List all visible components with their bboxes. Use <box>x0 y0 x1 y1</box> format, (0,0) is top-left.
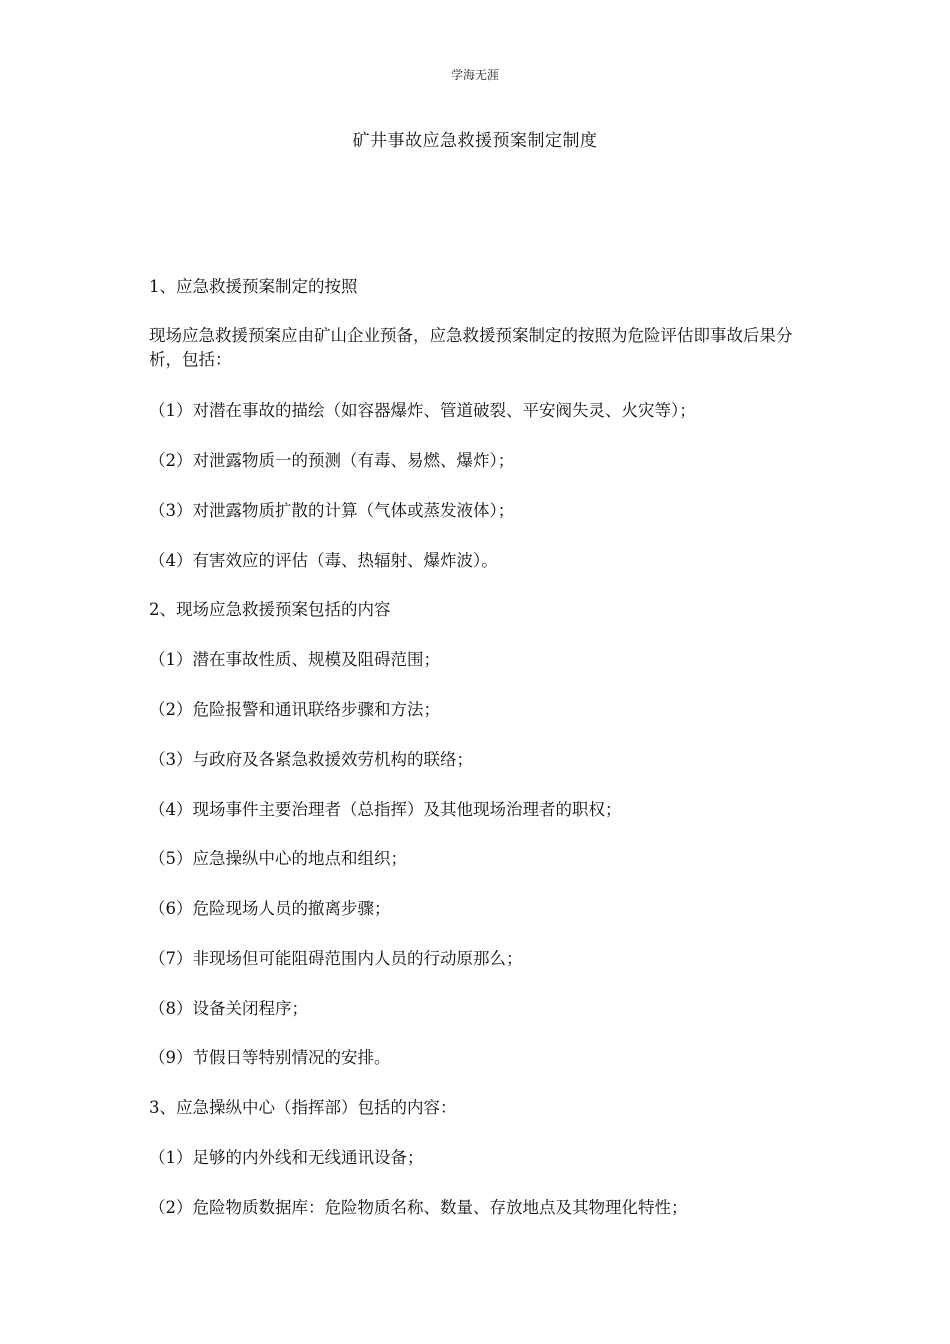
section-3-heading: 3、应急操纵中心（指挥部）包括的内容： <box>149 1098 457 1117</box>
section-2-heading: 2、现场应急救援预案包括的内容 <box>149 600 391 619</box>
document-title: 矿井事故应急救援预案制定制度 <box>352 131 598 151</box>
page-header: 学海无涯 <box>450 68 499 82</box>
section-2-item-3: （3）与政府及各紧急救援效劳机构的联络； <box>149 750 473 769</box>
section-1-item-2: （2）对泄露物质一的预测（有毒、易燃、爆炸）； <box>149 451 515 470</box>
section-2-item-4: （4）现场事件主要治理者（总指挥）及其他现场治理者的职权； <box>149 800 622 819</box>
section-2-item-5: （5）应急操纵中心的地点和组织； <box>149 849 407 868</box>
section-2-item-9: （9）节假日等特别情况的安排。 <box>149 1048 391 1067</box>
section-1-heading: 1、应急救援预案制定的按照 <box>149 277 358 296</box>
section-3-item-1: （1）足够的内外线和无线通讯设备； <box>149 1148 424 1167</box>
section-3-item-2: （2）危险物质数据库：危险物质名称、数量、存放地点及其物理化特性； <box>149 1198 688 1217</box>
section-2-item-6: （6）危险现场人员的撤离步骤； <box>149 899 391 918</box>
section-1-item-3: （3）对泄露物质扩散的计算（气体或蒸发液体）； <box>149 501 515 520</box>
section-2-item-2: （2）危险报警和通讯联络步骤和方法； <box>149 700 440 719</box>
section-1-item-4: （4）有害效应的评估（毒、热辐射、爆炸波）。 <box>149 551 498 570</box>
section-2-item-7: （7）非现场但可能阻碍范围内人员的行动原那么； <box>149 949 523 968</box>
section-2-item-8: （8）设备关闭程序； <box>149 999 308 1018</box>
section-2-item-1: （1）潜在事故性质、规模及阻碍范围； <box>149 650 440 669</box>
section-1-item-1: （1）对潜在事故的描绘（如容器爆炸、管道破裂、平安阀失灵、火灾等）； <box>149 401 696 420</box>
section-1-intro: 现场应急救援预案应由矿山企业预备，应急救援预案制定的按照为危险评估即事故后果分析，包括： <box>149 326 793 369</box>
